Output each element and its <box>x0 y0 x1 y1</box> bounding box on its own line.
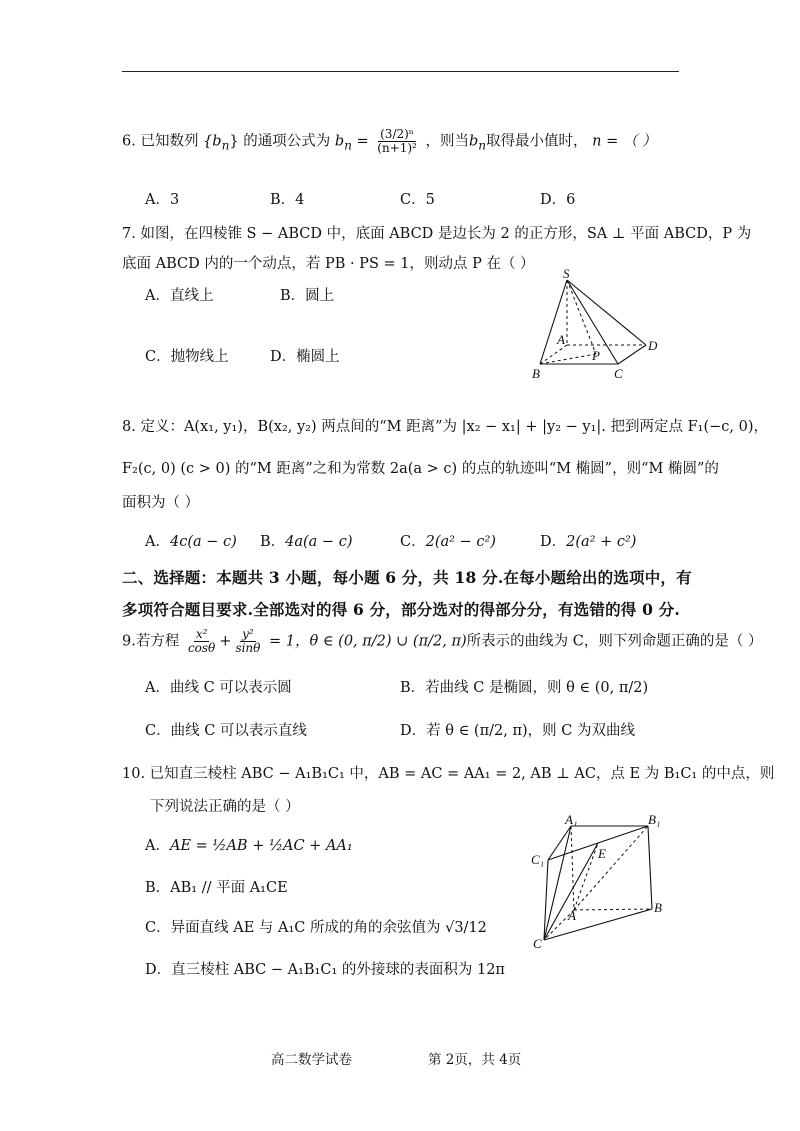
q8-line1 <box>122 415 768 436</box>
q7-label-d: D <box>648 338 658 353</box>
q6-text-end: 取得最小值时， <box>486 133 588 150</box>
q10-option-d-label: D． <box>145 962 172 978</box>
q6-option-d-label: D． <box>540 192 567 208</box>
q9-frac2 <box>233 628 262 655</box>
q7-option-c <box>145 345 229 366</box>
q6-seq-sub: n <box>221 138 230 153</box>
q9-prefix: 若方程 <box>135 633 180 650</box>
q8-line2: F₂(c, 0) (c > 0) 的“M 距离”之和为常数 2a(a > c) 的点的轨迹叫“M 椭圆”，则“M 椭圆”的 <box>122 461 719 477</box>
q9-frac1 <box>186 628 217 655</box>
q10-option-c-value: 异面直线 AE 与 A₁C 所成的角的余弦值为 √3/12 <box>170 920 487 936</box>
q9-option-c <box>145 719 307 740</box>
q7-label-c: C <box>614 366 623 381</box>
q8-option-d <box>540 530 636 551</box>
q10-label-e: E <box>598 846 606 861</box>
q9-option-d <box>400 719 635 740</box>
q8-option-d-label: D． <box>540 534 567 550</box>
q10-option-d <box>145 958 505 979</box>
q6-text-mid: 的通项公式为 <box>243 133 331 150</box>
q7-option-d-label: D． <box>270 349 297 365</box>
q9-option-a-value: 曲线 C 可以表示圆 <box>169 680 292 696</box>
q9-suffix: 所表示的曲线为 C，则下列命题正确的是（ ） <box>466 633 763 650</box>
q7-option-b-label: B． <box>280 288 306 304</box>
question-9 <box>122 628 762 655</box>
q6-option-b <box>270 188 304 209</box>
section-2-line1: 二、选择题：本题共 3 小题，每小题 6 分，共 18 分.在每小题给出的选项中，有 <box>122 568 692 587</box>
q8-option-b <box>260 530 352 551</box>
q6-number: 6. <box>122 133 136 150</box>
q7-option-a-value: 直线上 <box>169 288 214 304</box>
q10-option-b-label: B． <box>145 880 171 896</box>
q7-label-a: A <box>557 332 565 347</box>
q6-option-a-label: A． <box>145 192 170 208</box>
q10-option-a-label: A． <box>145 838 170 854</box>
q6-formula-frac <box>375 128 419 155</box>
q10-line1-text: 已知直三棱柱 ABC − A₁B₁C₁ 中，AB = AC = AA₁ = 2, AB ⊥ AC，点 E 为 B₁C₁ 的中点，则 <box>149 766 775 782</box>
q6-bn: b <box>468 133 479 150</box>
q9-option-b-value: 若曲线 C 是椭圆，则 θ ∈ (0, π/2) <box>425 680 649 696</box>
q10-label-a: A <box>568 908 576 923</box>
q9-option-b-label: B． <box>400 680 426 696</box>
q6-option-b-value: 4 <box>295 192 305 208</box>
q8-option-b-value: 4a(a − c) <box>285 534 353 550</box>
q9-plus: + <box>219 633 232 650</box>
q6-option-d-value: 6 <box>566 192 576 208</box>
q10-line2: 下列说法正确的是（ ） <box>150 799 300 815</box>
q8-option-c <box>400 530 496 551</box>
q7-option-d <box>270 345 340 366</box>
q6-option-c-label: C． <box>400 192 426 208</box>
q9-option-b <box>400 676 648 697</box>
q9-option-a-label: A． <box>145 680 170 696</box>
q7-line1-text: 如图，在四棱锥 S − ABCD 中，底面 ABCD 是边长为 2 的正方形，SA ⊥ 平面 ABCD，P 为 <box>140 226 752 242</box>
q6-option-a-value: 3 <box>169 192 180 208</box>
q6-formula-num: (3/2)ⁿ <box>380 127 414 141</box>
q10-label-c: C <box>533 936 542 951</box>
q10-option-a <box>145 834 353 855</box>
q6-text-before: 已知数列 <box>140 133 199 150</box>
q10-option-b-value: AB₁ // 平面 A₁CE <box>170 880 288 896</box>
q8-option-b-label: B． <box>260 534 286 550</box>
q6-formula-den: (n+1)² <box>377 141 417 156</box>
q9-frac1-num: x² <box>195 627 208 641</box>
q7-option-b-value: 圆上 <box>305 288 335 304</box>
q8-option-c-label: C． <box>400 534 426 550</box>
q6-n-eq: n = （ ） <box>592 133 657 150</box>
q6-formula-lhs: b <box>334 133 345 150</box>
q8-option-a-label: A． <box>145 534 170 550</box>
q9-frac2-den: sinθ <box>235 641 261 656</box>
q7-option-a-label: A． <box>145 288 170 304</box>
q8-number: 8. <box>122 419 136 435</box>
q9-option-a <box>145 676 292 697</box>
q10-label-b1: B₁ <box>648 812 661 827</box>
q10-label-a1: A₁ <box>565 812 578 827</box>
q6-seq: {b <box>203 133 222 150</box>
q9-number: 9. <box>122 633 136 650</box>
q6-seq-close: } <box>229 133 239 150</box>
q10-label-b: B <box>654 900 662 915</box>
q10-option-a-value: AE = ½AB + ½AC + AA₁ <box>169 838 353 854</box>
q6-text-after: ，则当 <box>425 133 469 150</box>
question-6: 6. 已知数列 $\{b_n\}$ 的通项公式为 $b_n$ = $\frac{\text{(3/2)ⁿ}}{\text{(n+1)²}}$ ，则当$b_n$取得最小值时， n = （ ） <box>122 127 657 156</box>
q7-option-c-label: C． <box>145 349 171 365</box>
q8-line3: 面积为（ ） <box>122 495 200 511</box>
q7-pyramid-figure <box>530 268 670 383</box>
q6-option-c-value: 5 <box>425 192 435 208</box>
q8-option-d-value: 2(a² + c²) <box>566 534 637 550</box>
q8-option-c-value: 2(a² − c²) <box>425 534 496 550</box>
q7-option-c-value: 抛物线上 <box>170 349 229 365</box>
q7-option-a <box>145 284 213 305</box>
q6-option-b-label: B． <box>270 192 296 208</box>
q6-formula-lhs-sub: n <box>344 138 352 153</box>
q7-line2: 底面 ABCD 内的一个动点，若 PB · PS = 1，则动点 P 在（ ） <box>122 256 535 272</box>
q10-option-d-value: 直三棱柱 ABC − A₁B₁C₁ 的外接球的表面积为 12π <box>171 962 505 978</box>
q9-option-c-value: 曲线 C 可以表示直线 <box>170 723 307 739</box>
q6-option-a <box>145 188 179 209</box>
q10-prism-figure <box>528 812 678 957</box>
q6-option-d <box>540 188 575 209</box>
q7-label-s: S <box>563 268 570 281</box>
q6-option-c <box>400 188 435 209</box>
q8-option-a-value: 4c(a − c) <box>169 534 237 550</box>
q9-option-d-label: D． <box>400 723 427 739</box>
q6-bn-sub: n <box>478 138 487 153</box>
header-rule <box>122 71 679 72</box>
q7-option-d-value: 椭圆上 <box>296 349 340 365</box>
q10-label-c1: C₁ <box>531 852 545 867</box>
q10-option-c-label: C． <box>145 920 171 936</box>
q7-number: 7. <box>122 226 136 242</box>
q9-option-d-value: 若 θ ∈ (π/2, π)，则 C 为双曲线 <box>426 723 635 739</box>
q8-line1-text: 定义：A(x₁, y₁)，B(x₂, y₂) 两点间的“M 距离”为 |x₂ − x₁| + |y₂ − y₁|. 把到两定点 F₁(−c, 0)， <box>140 419 768 435</box>
q10-option-b <box>145 876 288 897</box>
q9-option-c-label: C． <box>145 723 171 739</box>
q7-option-b <box>280 284 334 305</box>
footer-page: 第 2页，共 4页 <box>428 1052 522 1068</box>
q8-option-a <box>145 530 237 551</box>
q9-frac1-den: cosθ <box>187 641 216 656</box>
q10-number: 10. <box>122 766 146 782</box>
q7-label-b: B <box>532 366 540 381</box>
q9-mid: = 1，θ ∈ (0, π/2) ∪ (π/2, π) <box>269 633 467 650</box>
footer-title: 高二数学试卷 <box>271 1052 352 1068</box>
q7-line1 <box>122 222 751 243</box>
section-2-line2: 多项符合题目要求.全部选对的得 6 分，部分选对的得部分分，有选错的得 0 分. <box>122 600 680 619</box>
q10-line1 <box>122 762 774 783</box>
q9-frac2-num: y² <box>242 627 254 641</box>
q10-option-c <box>145 916 487 937</box>
q7-label-p: P <box>592 348 600 363</box>
